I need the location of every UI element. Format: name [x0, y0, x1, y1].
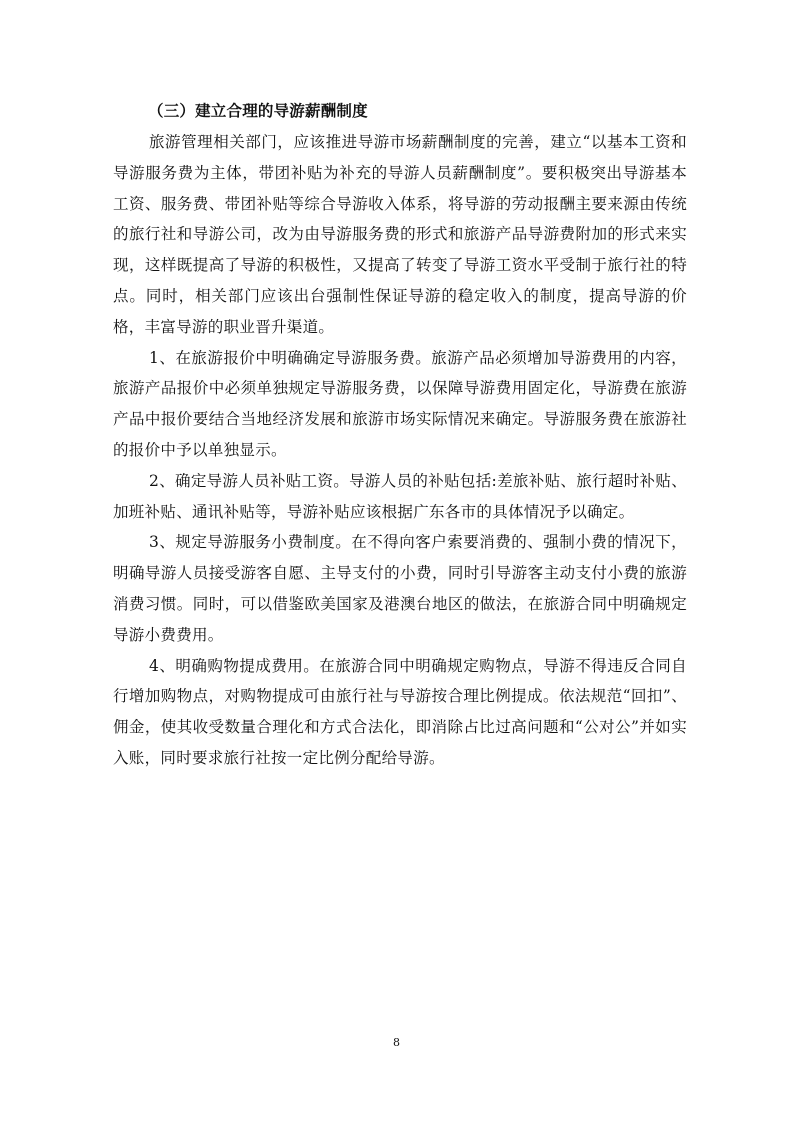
body-text [113, 127, 687, 774]
page-number: 8 [393, 1036, 400, 1049]
section-heading: （三）建立合理的导游薪酬制度 [148, 102, 368, 120]
paragraph-intro: 旅游管理相关部门，应该推进导游市场薪酬制度的完善，建立“以基本工资和导游服务费为主体，带团补贴为补充的导游人员薪酬制度”。要积极突出导游基本工资、服务费、带团补贴等综合导游收入体系，将导游的劳动报酬主要来源由传统的旅行社和导游公司，改为由导游服务费的形式和旅游产品导游费附加的形式来实现，这样既提高了导游的积极性，又提高了转变了导游工资水平受制于旅行社的特点。同时，相关部门应该出台强制性保证导游的稳定收入的制度，提高导游的价格，丰富导游的职业晋升渠道。 [113, 133, 687, 336]
paragraph-item-1: 1、在旅游报价中明确确定导游服务费。旅游产品必须增加导游费用的内容，旅游产品报价中必须单独规定导游服务费，以保障导游费用固定化，导游费在旅游产品中报价要结合当地经济发展和旅游市场实际情况来确定。导游服务费在旅游社的报价中予以单独显示。 [113, 348, 687, 459]
paragraph-item-2: 2、确定导游人员补贴工资。导游人员的补贴包括:差旅补贴、旅行超时补贴、加班补贴、通讯补贴等，导游补贴应该根据广东各市的具体情况予以确定。 [113, 471, 687, 521]
paragraph-item-4: 4、明确购物提成费用。在旅游合同中明确规定购物点，导游不得违反合同自行增加购物点，对购物提成可由旅行社与导游按合理比例提成。依法规范“回扣”、佣金，使其收受数量合理化和方式合法化，即消除占比过高问题和“公对公”并如实入账，同时要求旅行社按一定比例分配给导游。 [113, 656, 687, 767]
paragraph-item-3: 3、规定导游服务小费制度。在不得向客户索要消费的、强制小费的情况下，明确导游人员接受游客自愿、主导支付的小费，同时引导游客主动支付小费的旅游消费习惯。同时，可以借鉴欧美国家及港澳台地区的做法，在旅游合同中明确规定导游小费费用。 [113, 533, 687, 644]
